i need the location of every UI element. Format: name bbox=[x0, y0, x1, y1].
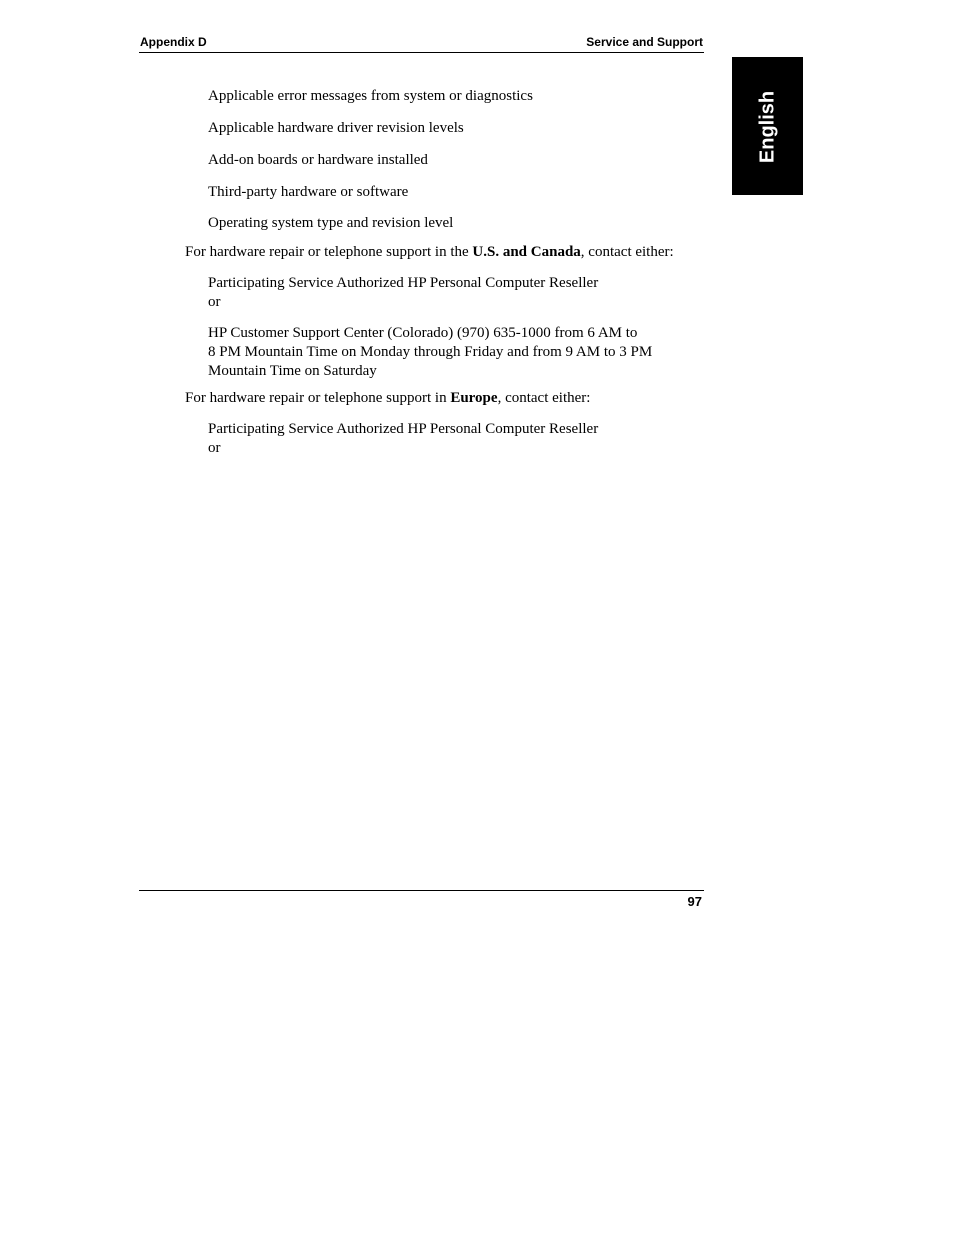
support-center-line: Mountain Time on Saturday bbox=[208, 363, 377, 379]
header-chapter: Appendix D bbox=[140, 35, 207, 49]
region-name: Europe bbox=[450, 390, 498, 406]
region-name: U.S. and Canada bbox=[472, 244, 581, 260]
or-connector: or bbox=[208, 440, 221, 456]
language-tab-label: English bbox=[756, 90, 778, 164]
header-section-title: Service and Support bbox=[586, 35, 703, 49]
page-number: 97 bbox=[687, 894, 702, 909]
support-center-line: HP Customer Support Center (Colorado) (970) 635-1000 from 6 AM to bbox=[208, 325, 638, 341]
intro-text-end: , contact either: bbox=[497, 390, 591, 406]
list-item: Applicable error messages from system or diagnostics bbox=[208, 88, 533, 104]
list-item: Third-party hardware or software bbox=[208, 184, 409, 200]
intro-text-end: , contact either: bbox=[580, 244, 674, 260]
intro-text: For hardware repair or telephone support in the bbox=[185, 244, 473, 260]
europe-intro-paragraph bbox=[185, 389, 590, 408]
list-item: Applicable hardware driver revision levels bbox=[208, 120, 464, 136]
support-center-line: 8 PM Mountain Time on Monday through Friday and from 9 AM to 3 PM bbox=[208, 344, 653, 360]
list-item: Add-on boards or hardware installed bbox=[208, 152, 428, 168]
page-footer bbox=[139, 890, 704, 909]
or-connector: or bbox=[208, 294, 221, 310]
us-canada-intro-paragraph bbox=[185, 243, 674, 262]
reseller-option: Participating Service Authorized HP Personal Computer Reseller bbox=[208, 275, 599, 291]
language-thumb-tab bbox=[732, 57, 803, 195]
list-item: Operating system type and revision level bbox=[208, 215, 454, 231]
intro-text: For hardware repair or telephone support in bbox=[185, 390, 451, 406]
reseller-option: Participating Service Authorized HP Personal Computer Reseller bbox=[208, 421, 599, 437]
running-header bbox=[139, 34, 704, 53]
